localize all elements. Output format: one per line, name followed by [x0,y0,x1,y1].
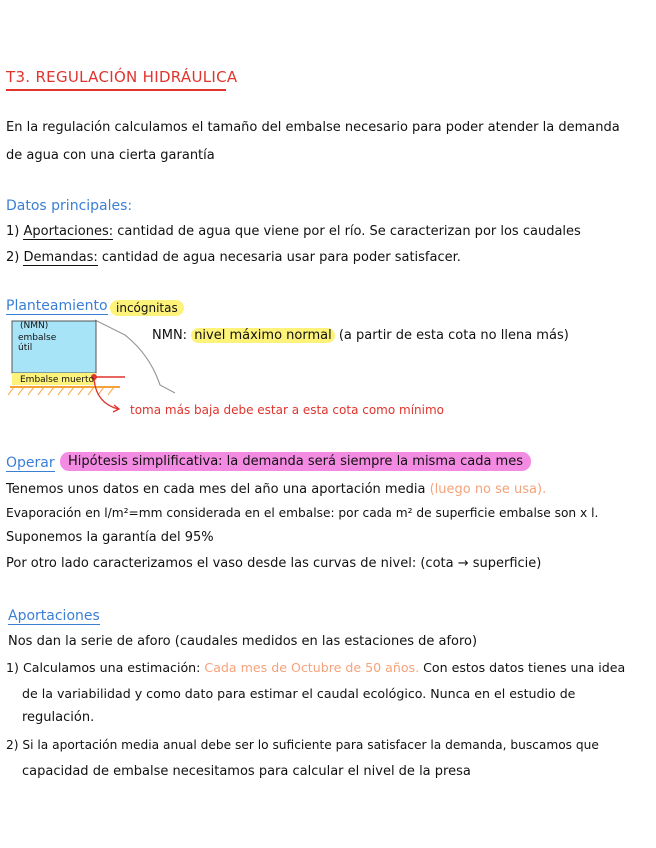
title-underline [6,89,226,91]
nmn-prefix: NMN: [152,328,188,343]
nmn-label: (NMN) [20,321,49,331]
datos-item-1 [6,224,581,239]
operar-line-1-text: Tenemos unos datos en cada mes del año una aportación media [6,482,426,497]
datos-item-1-text: cantidad de agua que viene por el río. Se caracterizan por los caudales [117,224,581,239]
aportaciones-item-1-text-a: Calculamos una estimación: [22,660,201,675]
operar-line-3: Suponemos la garantía del 95% [6,530,214,545]
embalse-muerto-label: Embalse muerto [20,375,95,385]
aportaciones-item-1-text-b: Cada mes de Octubre de 50 años. [204,660,420,675]
operar-line-4: Por otro lado caracterizamos el vaso desde las curvas de nivel: (cota → superficie) [6,556,542,571]
datos-item-1-num: 1) [6,224,20,239]
datos-item-2-label: Demandas: [23,250,98,265]
incognitas-tag: incógnitas [110,300,184,316]
operar-line-2: Evaporación en l/m²=mm considerada en el embalse: por cada m² de superficie embalse son x l. [6,506,599,520]
aportaciones-item-1-num: 1) [6,660,19,675]
intro-line-2: de agua con una cierta garantía [6,148,215,163]
aportaciones-item-2-num: 2) [6,738,19,752]
aportaciones-heading: Aportaciones [8,608,100,624]
datos-item-2-text: cantidad de agua necesaria usar para poder satisfacer. [101,250,461,265]
nmn-highlight: nivel máximo normal [191,328,335,343]
operar-heading: Operar [6,455,55,471]
operar-line-1 [6,482,546,497]
nmn-definition [152,328,569,343]
operar-line-1-note: (luego no se usa). [429,482,547,497]
nmn-note: (a partir de esta cota no llena más) [338,328,569,343]
page-title: T3. REGULACIÓN HIDRÁULICA [6,68,238,86]
embalse-util-label: embalse útil [18,333,57,353]
aportaciones-item-2-line-2: capacidad de embalse necesitamos para calcular el nivel de la presa [22,764,471,779]
intro-line-1: En la regulación calculamos el tamaño del embalse necesario para poder atender la demanda [6,120,620,135]
aportaciones-item-1-line-2: de la variabilidad y como dato para estimar el caudal ecológico. Nunca en el estudio de [22,686,576,701]
datos-heading: Datos principales: [6,198,133,214]
aportaciones-item-1 [6,660,625,675]
aportaciones-item-1-line-3: regulación. [22,710,95,725]
aportaciones-item-1-text-c: Con estos datos tienes una idea [423,660,626,675]
toma-note: toma más baja debe estar a esta cota como mínimo [130,403,445,417]
planteamiento-heading: Planteamiento [6,298,108,314]
hipotesis-banner: Hipótesis simplificativa: la demanda será siempre la misma cada mes [60,452,531,471]
aportaciones-item-2-line-1: Si la aportación media anual debe ser lo suficiente para satisfacer la demanda, buscamos que [22,738,599,752]
datos-item-2 [6,250,461,265]
aportaciones-line-1: Nos dan la serie de aforo (caudales medidos en las estaciones de aforo) [8,634,478,649]
aportaciones-item-2 [6,738,599,752]
datos-item-1-label: Aportaciones: [23,224,114,239]
datos-item-2-num: 2) [6,250,20,265]
